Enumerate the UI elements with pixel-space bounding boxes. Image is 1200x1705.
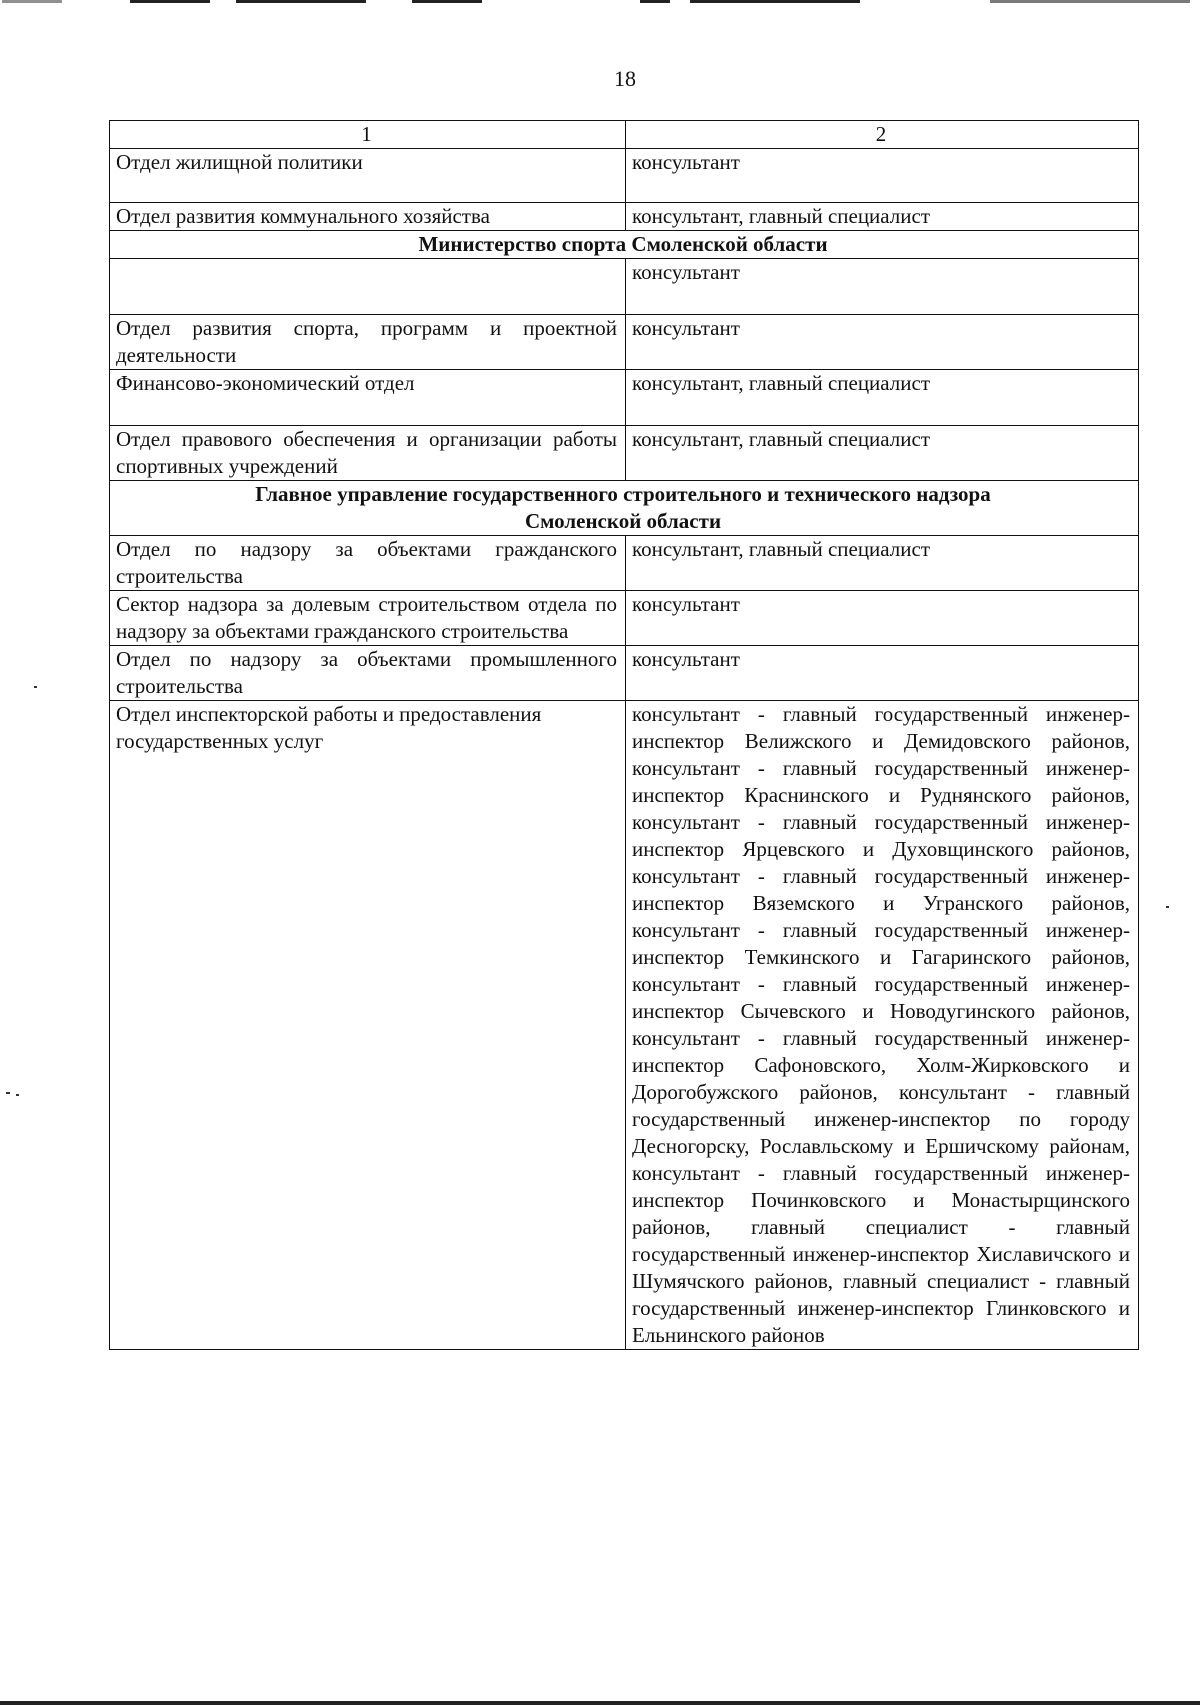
department-cell: Отдел развития спорта, программ и проектной деятельности bbox=[110, 315, 626, 370]
table-row bbox=[110, 536, 1139, 591]
department-cell: Отдел по надзору за объектами промышленного строительства bbox=[110, 646, 626, 701]
table-row bbox=[110, 259, 1139, 315]
table-row bbox=[110, 315, 1139, 370]
department-cell: Сектор надзора за долевым строительством отдела по надзору за объектами гражданского строительства bbox=[110, 591, 626, 646]
scan-speck bbox=[16, 1094, 19, 1096]
department-cell: Отдел жилищной политики bbox=[110, 149, 626, 203]
department-cell: Отдел развития коммунального хозяйства bbox=[110, 203, 626, 231]
position-cell: консультант bbox=[626, 646, 1139, 701]
department-cell: Отдел по надзору за объектами гражданского строительства bbox=[110, 536, 626, 591]
scan-speck bbox=[1166, 906, 1169, 908]
department-cell: Финансово-экономический отдел bbox=[110, 370, 626, 426]
section-row bbox=[110, 481, 1139, 536]
page-number: 18 bbox=[614, 66, 636, 91]
department-cell: Отдел правового обеспечения и организации работы спортивных учреждений bbox=[110, 426, 626, 481]
table-row bbox=[110, 646, 1139, 701]
table-row bbox=[110, 701, 1139, 1350]
department-cell bbox=[110, 259, 626, 315]
table-header-row bbox=[110, 121, 1139, 149]
scan-speck bbox=[34, 686, 37, 688]
scan-edge-bottom bbox=[0, 1701, 1200, 1705]
position-cell: консультант - главный государственный инженер-инспектор Велижского и Демидовского районов, консультант - главный государственный инженер-инспектор Краснинского и Руднянского районов, консультант - главный государственный инженер-инспектор Ярцевского и Духовщинского районов, консультант - главный государственный инженер-инспектор Вяземского и Угранского районов, консультант - главный государственный инженер-инспектор Темкинского и Гагаринского районов, консультант - главный государственный инженер-инспектор Сычевского и Новодугинского районов, консультант - главный государственный инженер-инспектор Сафоновского, Холм-Жирковского и Дорогобужского районов, консультант - главный государственный инженер-инспектор по городу Десногорску, Рославльскому и Ершичскому районам, консультант - главный государственный инженер-инспектор Починковского и Монастырщинского районов, главный специалист - главный государственный инженер-инспектор Хиславичского и Шумячского районов, главный специалист - главный государственный инженер-инспектор Глинковского и Ельнинского районов bbox=[626, 701, 1139, 1350]
column-header-1: 1 bbox=[110, 121, 626, 149]
section-heading-line: Главное управление государственного строительного и технического надзора bbox=[255, 482, 991, 506]
position-cell: консультант bbox=[626, 315, 1139, 370]
position-cell: консультант, главный специалист bbox=[626, 370, 1139, 426]
section-heading bbox=[110, 481, 1139, 536]
position-cell: консультант bbox=[626, 259, 1139, 315]
section-heading-line: Смоленской области bbox=[524, 509, 722, 533]
table-row bbox=[110, 203, 1139, 231]
section-heading-line: Министерство спорта Смоленской области bbox=[418, 232, 828, 256]
table-row bbox=[110, 370, 1139, 426]
scan-edge-top bbox=[0, 0, 1200, 4]
column-header-2: 2 bbox=[626, 121, 1139, 149]
staff-positions-table bbox=[109, 120, 1139, 1350]
section-row bbox=[110, 231, 1139, 259]
position-cell: консультант bbox=[626, 149, 1139, 203]
position-cell: консультант, главный специалист bbox=[626, 426, 1139, 481]
table-row bbox=[110, 149, 1139, 203]
position-cell: консультант, главный специалист bbox=[626, 536, 1139, 591]
section-heading bbox=[110, 231, 1139, 259]
scan-speck bbox=[6, 1092, 10, 1094]
table-row bbox=[110, 426, 1139, 481]
department-cell: Отдел инспекторской работы и предоставления государственных услуг bbox=[110, 701, 626, 1350]
position-cell: консультант, главный специалист bbox=[626, 203, 1139, 231]
position-cell: консультант bbox=[626, 591, 1139, 646]
table-row bbox=[110, 591, 1139, 646]
